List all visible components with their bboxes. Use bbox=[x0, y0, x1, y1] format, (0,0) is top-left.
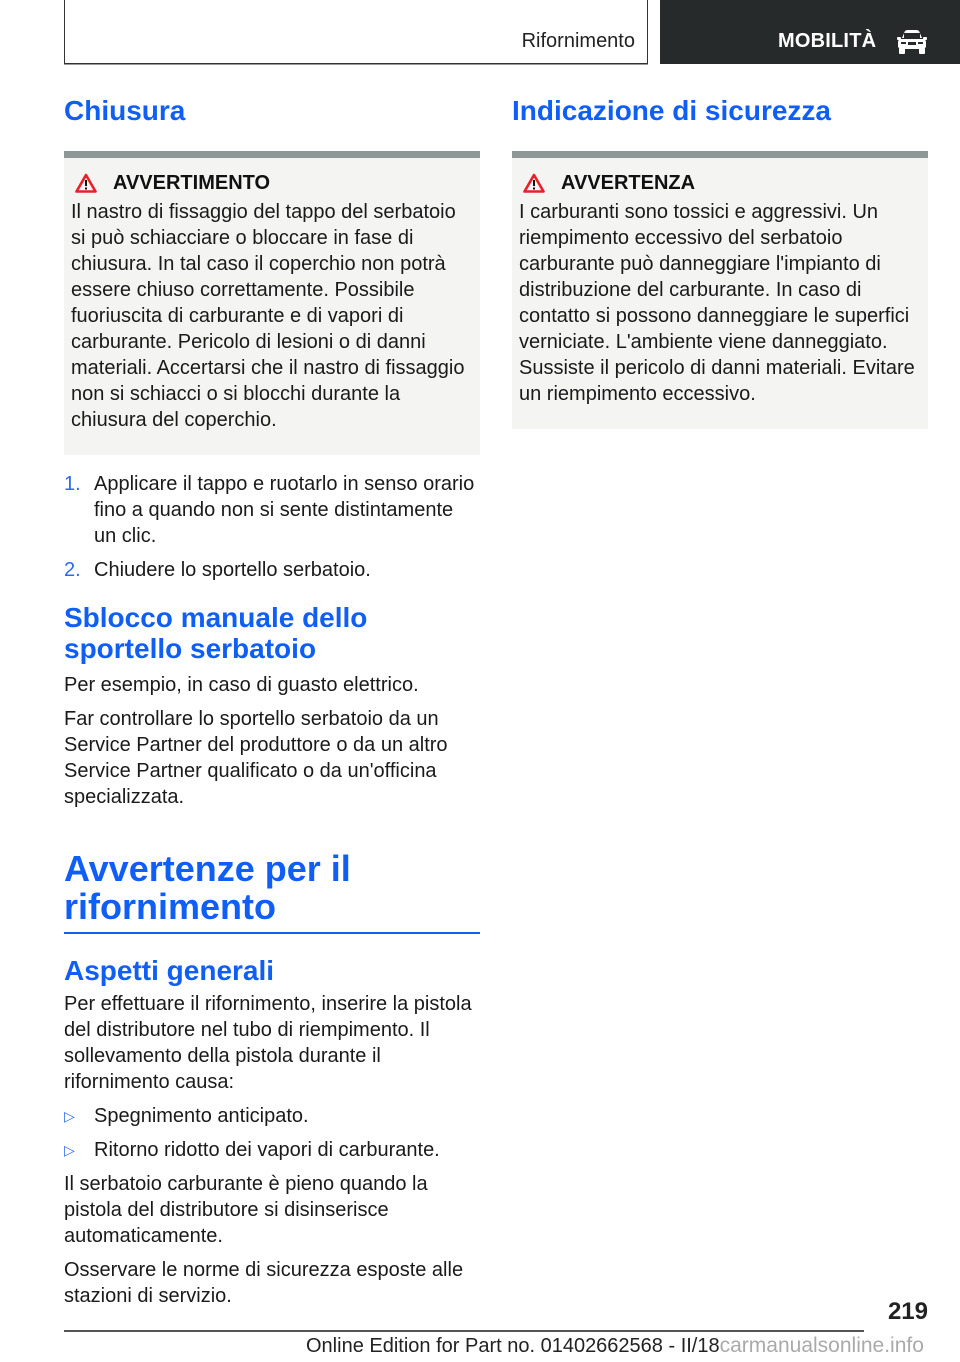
step-number: 2. bbox=[64, 558, 81, 581]
footer-divider bbox=[64, 1330, 864, 1332]
watermark: carmanualsonline.info bbox=[719, 1334, 924, 1357]
car-icon bbox=[896, 29, 928, 55]
right-column bbox=[512, 96, 928, 429]
header-section-tab bbox=[64, 0, 648, 64]
warning-box-avvertimento bbox=[64, 151, 480, 455]
list-item bbox=[64, 557, 480, 583]
step-text: Applicare il tappo e ruotarlo in senso orario fino a quando non si sente distintamente un clic. bbox=[94, 472, 475, 547]
step-text: Chiudere lo sportello serbatoio. bbox=[94, 558, 371, 581]
list-item bbox=[64, 1103, 480, 1129]
warning-triangle-icon bbox=[75, 173, 97, 193]
section-title-sicurezza: Indicazione di sicurezza bbox=[512, 95, 831, 126]
bullet-triangle-icon: ▷ bbox=[64, 1141, 75, 1158]
paragraph: Per effettuare il rifornimento, inserire la pistola del distributore nel tubo di riempimento. Il sollevamento della pistola durante il rifornimento causa: bbox=[64, 992, 472, 1093]
footer-edition bbox=[306, 1334, 924, 1358]
warning-label: AVVERTIMENTO bbox=[113, 171, 271, 194]
page-number: 219 bbox=[887, 1298, 928, 1325]
header-chapter-tab bbox=[660, 0, 960, 64]
warning-triangle-icon bbox=[523, 173, 545, 193]
header-chapter-title: MOBILITÀ bbox=[778, 30, 877, 52]
bullet-text: Ritorno ridotto dei vapori di carburante. bbox=[94, 1138, 440, 1161]
warning-label: AVVERTENZA bbox=[561, 171, 696, 194]
step-number: 1. bbox=[64, 472, 81, 495]
section-title-aspetti: Aspetti generali bbox=[64, 954, 275, 986]
list-item bbox=[64, 1137, 480, 1163]
bullet-list bbox=[64, 1103, 480, 1163]
header-section-title: Rifornimento bbox=[521, 30, 635, 52]
chapter-title-avvertenze: Avvertenze per il rifornimento bbox=[64, 848, 351, 928]
divider bbox=[64, 932, 480, 934]
section-title-sblocco: Sblocco manuale dello sportello serbatoio bbox=[64, 601, 368, 664]
edition-text: Online Edition for Part no. 01402662568 - II/18 bbox=[306, 1335, 720, 1357]
bullet-triangle-icon: ▷ bbox=[64, 1107, 75, 1124]
paragraph: Per esempio, in caso di guasto elettrico. bbox=[64, 674, 419, 697]
bullet-text: Spegnimento anticipato. bbox=[94, 1104, 309, 1127]
section-title-chiusura: Chiusura bbox=[64, 95, 186, 126]
warning-box-avvertenza bbox=[512, 151, 928, 429]
paragraph: Il serbatoio carburante è pieno quando la pistola del distributore si disinserisce automaticamente. bbox=[64, 1172, 428, 1247]
left-column bbox=[64, 96, 480, 1309]
steps-list bbox=[64, 471, 480, 583]
paragraph: Osservare le norme di sicurezza esposte alle stazioni di servizio. bbox=[64, 1258, 464, 1307]
paragraph: Far controllare lo sportello serbatoio da un Service Partner del produttore o da un altro Service Partner qualificato o da un'officina specializzata. bbox=[64, 708, 448, 809]
warning-text: I carburanti sono tossici e aggressivi. Un riempimento eccessivo del serbatoio carburante può danneggiare l'impianto di distribuzione del carburante. In caso di contatto si possono danneggiare le superfici verniciate. L'ambiente viene danneggiato. Sussiste il pericolo di danni materiali. Evitare un riempimento eccessivo. bbox=[519, 200, 915, 405]
warning-text: Il nastro di fissaggio del tappo del serbatoio si può schiacciare o bloccare in fase di chiusura. In tal caso il coperchio non potrà essere chiuso correttamente. Possibile fuoriuscita di carburante e di vapori di carburante. Pericolo di lesioni o di danni materiali. Accertarsi che il nastro di fissaggio non si schiacci o si blocchi durante la chiusura del coperchio. bbox=[71, 200, 465, 431]
list-item bbox=[64, 471, 480, 549]
